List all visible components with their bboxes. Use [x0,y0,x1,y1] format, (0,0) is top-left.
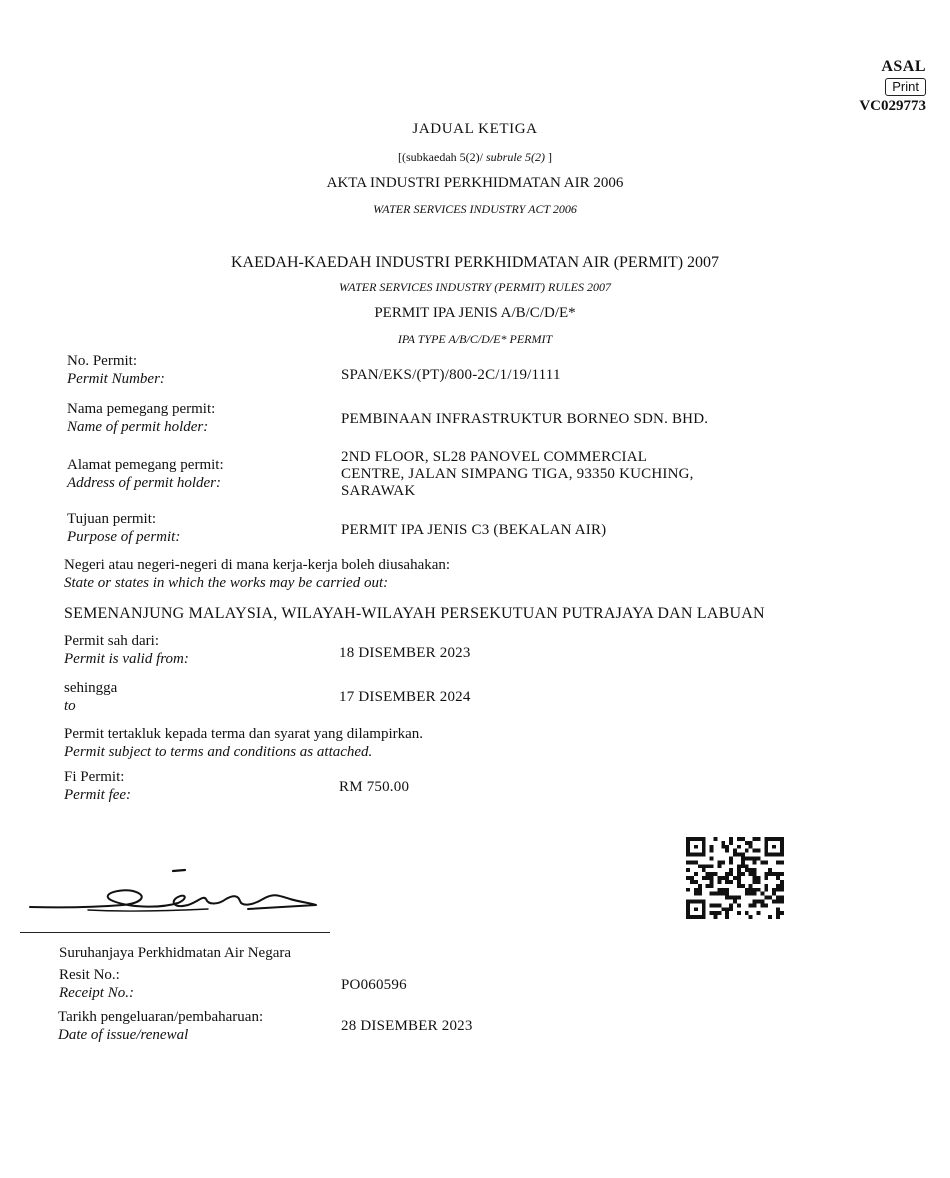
valid-from-value: 18 DISEMBER 2023 [339,645,471,661]
signature-image [28,865,328,925]
valid-to-value: 17 DISEMBER 2024 [339,689,471,705]
valid-from-label: Permit sah dari: Permit is valid from: [64,633,189,667]
holder-label: Nama pemegang permit: Name of permit holder: [67,401,216,435]
valid-to-label: sehingga to [64,680,118,714]
authority-name: Suruhanjaya Perkhidmatan Air Negara [59,945,292,961]
permit-number-value: SPAN/EKS/(PT)/800-2C/1/19/1111 [341,367,561,383]
schedule-title: JADUAL KETIGA [412,121,538,137]
act-title-ms: AKTA INDUSTRI PERKHIDMATAN AIR 2006 [326,175,624,191]
address-value: 2ND FLOOR, SL28 PANOVEL COMMERCIAL CENTRE, JALAN SIMPANG TIGA, 93350 KUCHING, SARAWAK [341,449,694,499]
reference-code: VC029773 [859,98,926,114]
purpose-label: Tujuan permit: Purpose of permit: [67,511,181,545]
fee-label: Fi Permit: Permit fee: [64,769,132,803]
copy-type-label: ASAL [881,58,926,75]
act-title-en: WATER SERVICES INDUSTRY ACT 2006 [373,202,577,216]
states-value: SEMENANJUNG MALAYSIA, WILAYAH-WILAYAH PERSEKUTUAN PUTRAJAYA DAN LABUAN [64,605,765,622]
rules-title-ms: KAEDAH-KAEDAH INDUSTRI PERKHIDMATAN AIR (PERMIT) 2007 [230,254,720,271]
permit-number-label: No. Permit: Permit Number: [67,353,165,387]
fee-value: RM 750.00 [339,779,410,795]
permit-type-en: IPA TYPE A/B/C/D/E* PERMIT [397,332,553,346]
states-label: Negeri atau negeri-negeri di mana kerja-kerja boleh diusahakan: State or states in which the works may be carried out: [64,557,451,591]
receipt-label: Resit No.: Receipt No.: [59,967,134,1001]
permit-type-ms: PERMIT IPA JENIS A/B/C/D/E* [374,305,576,321]
holder-value: PEMBINAAN INFRASTRUKTUR BORNEO SDN. BHD. [341,411,709,427]
issue-date-value: 28 DISEMBER 2023 [341,1018,473,1034]
copy-stamp [816,58,926,115]
purpose-value: PERMIT IPA JENIS C3 (BEKALAN AIR) [341,522,607,538]
receipt-value: PO060596 [341,977,407,993]
terms-note: Permit tertakluk kepada terma dan syarat yang dilampirkan. Permit subject to terms and conditions as attached. [64,726,424,760]
issue-date-label: Tarikh pengeluaran/pembaharuan: Date of issue/renewal [58,1009,264,1043]
rules-title-en: WATER SERVICES INDUSTRY (PERMIT) RULES 2007 [339,280,611,294]
print-button[interactable]: Print [885,78,926,96]
signature-line [20,932,330,933]
qr-code-icon [686,837,784,919]
address-label: Alamat pemegang permit: Address of permit holder: [67,457,224,491]
subrule-reference: [(subkaedah 5(2)/ subrule 5(2) ] [398,150,552,164]
